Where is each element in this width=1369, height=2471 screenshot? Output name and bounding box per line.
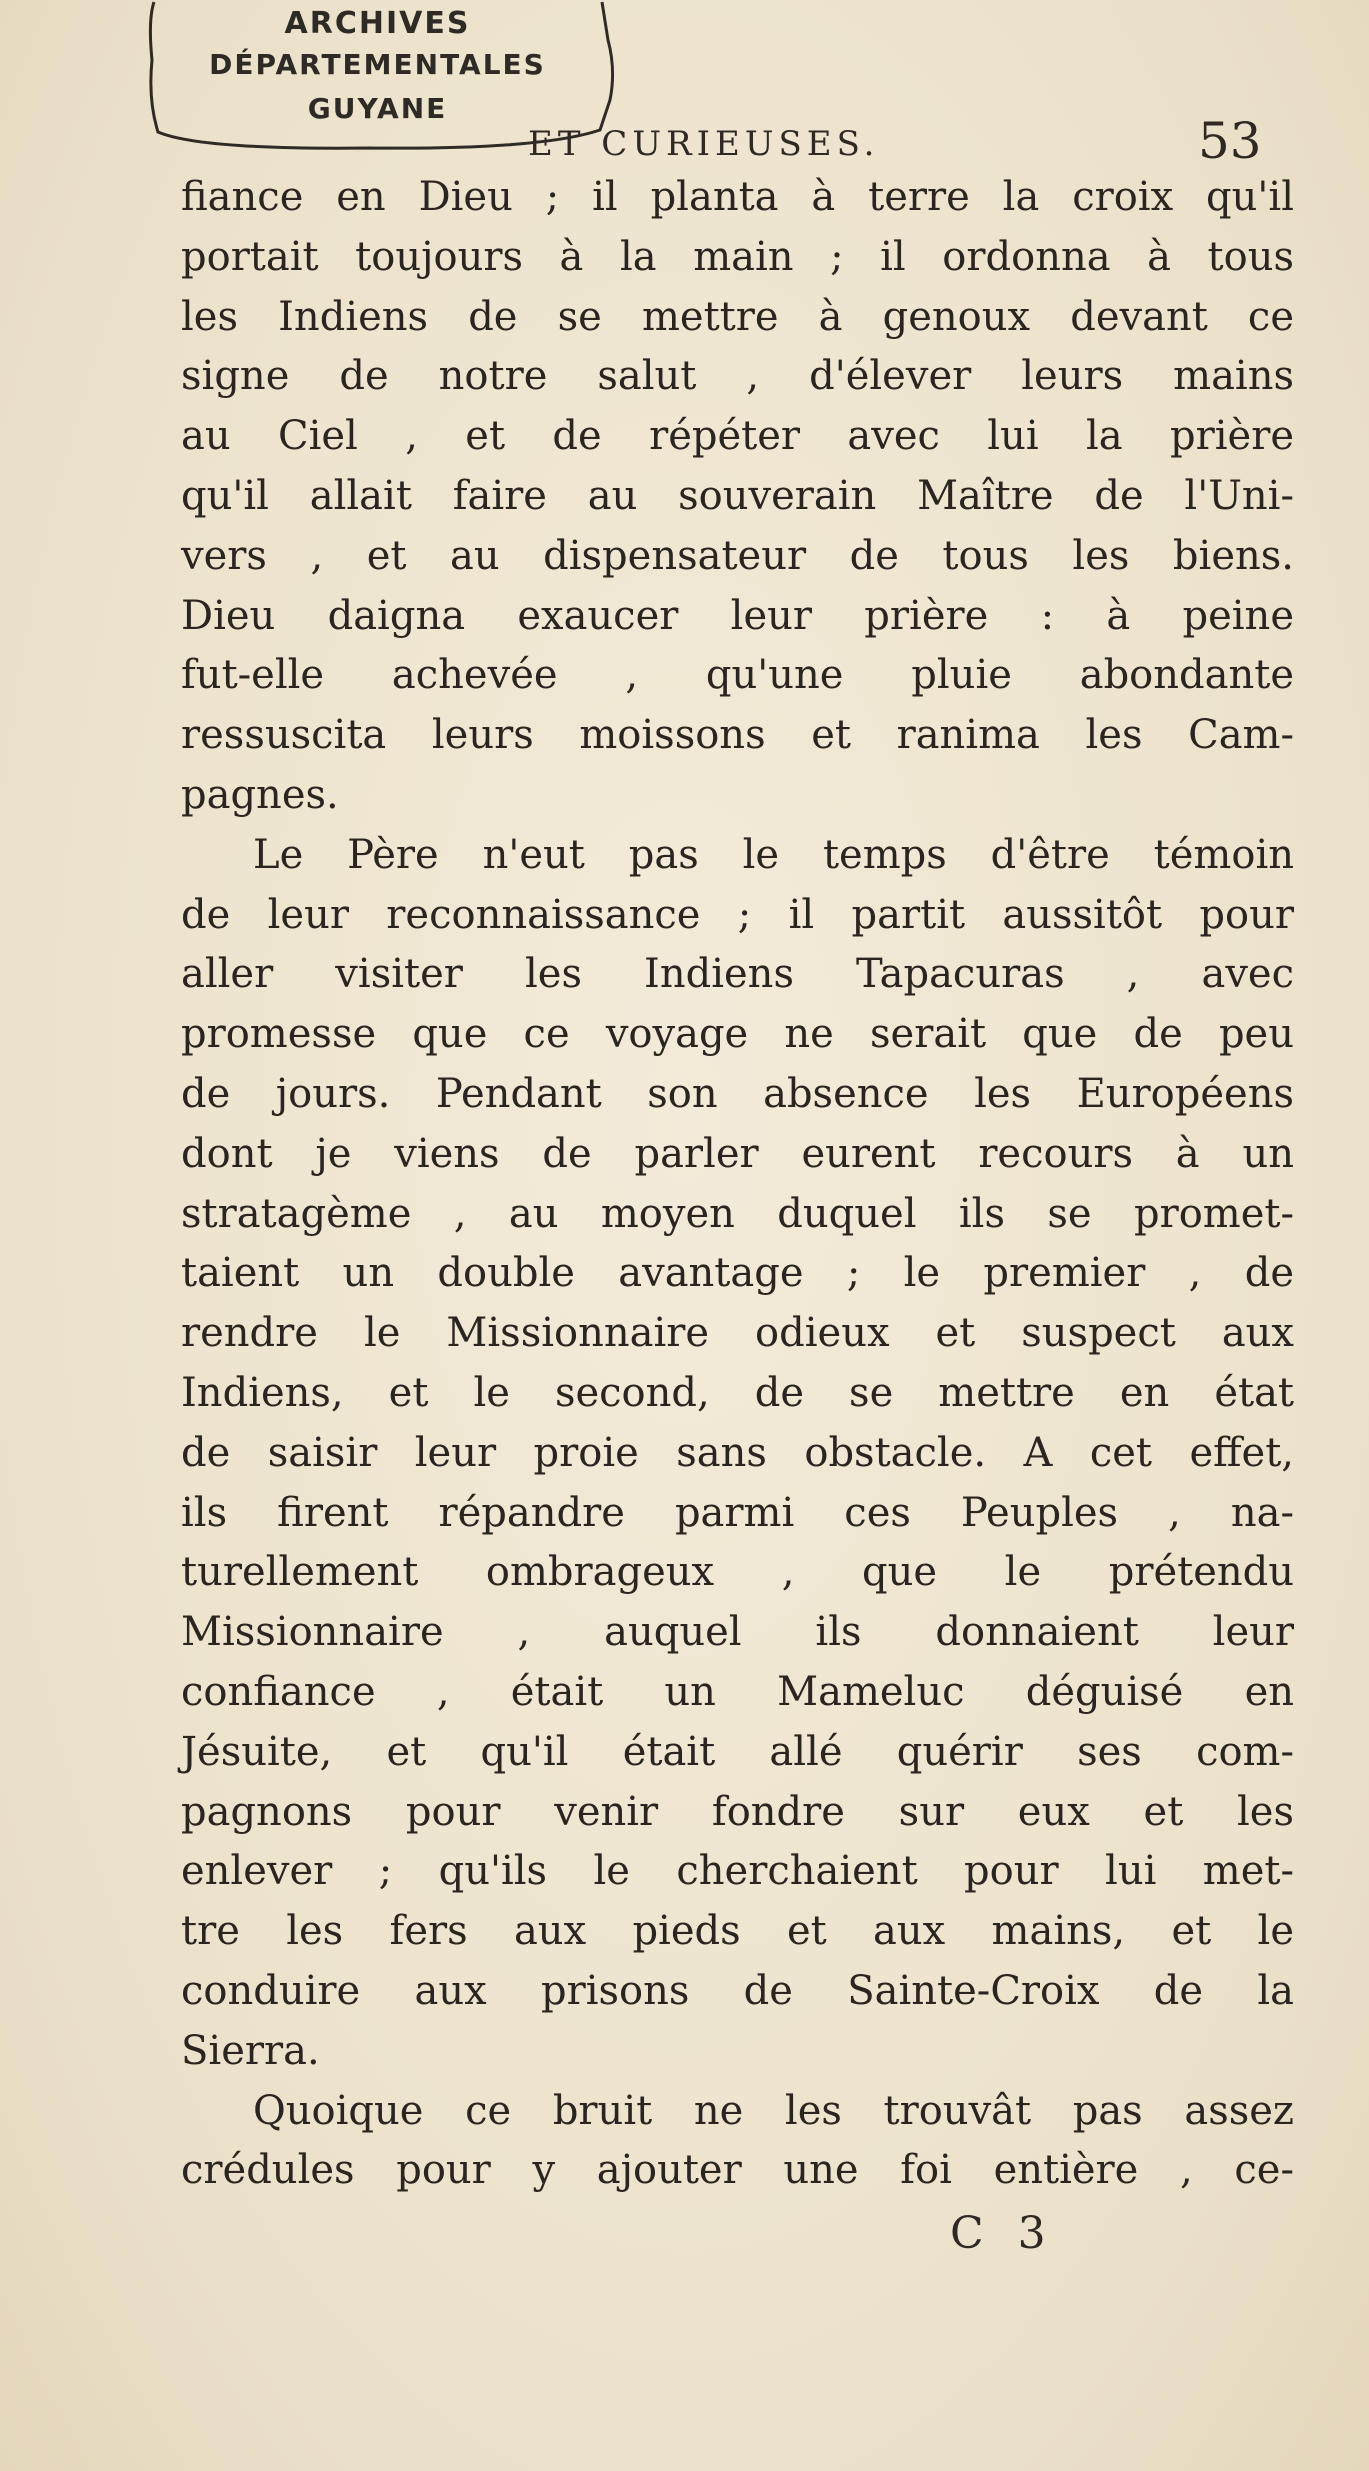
stamp-line-1: ARCHIVES — [284, 6, 471, 41]
text-line: ressuscita leurs moissons et ranima les Cam- — [181, 712, 1294, 759]
text-line: fut-elle achevée , qu'une pluie abondante — [181, 652, 1294, 699]
text-line: aller visiter les Indiens Tapacuras , avec — [181, 951, 1294, 998]
stamp-line-3: GUYANE — [307, 92, 448, 125]
text-line: ils firent répandre parmi ces Peuples , na- — [181, 1489, 1294, 1536]
text-line: vers , et au dispensateur de tous les biens. — [181, 532, 1294, 579]
text-line: de jours. Pendant son absence les Européens — [181, 1070, 1294, 1117]
text-line: qu'il allait faire au souverain Maître de l'Uni- — [181, 472, 1294, 519]
text-line: rendre le Missionnaire odieux et suspect aux — [181, 1310, 1294, 1357]
text-line: pagnons pour venir fondre sur eux et les — [181, 1788, 1294, 1835]
text-line: les Indiens de se mettre à genoux devant ce — [181, 293, 1294, 340]
text-line: de leur reconnaissance ; il partit aussitôt pour — [181, 891, 1294, 938]
text-line: portait toujours à la main ; il ordonna à tous — [181, 233, 1294, 280]
text-line: crédules pour y ajouter une foi entière , ce- — [181, 2147, 1294, 2194]
text-line: pagnes. — [181, 771, 339, 818]
signature-mark: C 3 — [950, 2208, 1056, 2259]
running-head: ET CURIEUSES. — [528, 124, 880, 164]
body-text — [181, 168, 1294, 2201]
page-number: 53 — [1198, 112, 1262, 170]
text-line: Jésuite, et qu'il était allé quérir ses com- — [181, 1728, 1294, 1775]
text-line: au Ciel , et de répéter avec lui la prière — [181, 413, 1294, 460]
text-line: Sierra. — [181, 2027, 320, 2074]
text-line: taient un double avantage ; le premier , de — [181, 1250, 1294, 1297]
text-line: enlever ; qu'ils le cherchaient pour lui met- — [181, 1848, 1294, 1895]
text-line: tre les fers aux pieds et aux mains, et le — [181, 1908, 1294, 1955]
stamp-line-2: DÉPARTEMENTALES — [209, 48, 546, 81]
text-line: Le Père n'eut pas le temps d'être témoin — [253, 831, 1294, 878]
text-line: fiance en Dieu ; il planta à terre la croix qu'il — [181, 174, 1294, 220]
text-line: turellement ombrageux , que le prétendu — [181, 1549, 1294, 1596]
text-line: conduire aux prisons de Sainte-Croix de la — [181, 1967, 1294, 2014]
text-line: Quoique ce bruit ne les trouvât pas assez — [253, 2087, 1294, 2134]
text-line: confiance , était un Mameluc déguisé en — [181, 1668, 1294, 1715]
text-line: de saisir leur proie sans obstacle. A cet effet, — [181, 1429, 1294, 1476]
text-line: stratagème , au moyen duquel ils se promet- — [181, 1190, 1294, 1237]
text-line: promesse que ce voyage ne serait que de peu — [181, 1011, 1294, 1058]
text-line: dont je viens de parler eurent recours à un — [181, 1130, 1294, 1177]
text-line: signe de notre salut , d'élever leurs mains — [181, 353, 1294, 400]
text-line: Indiens, et le second, de se mettre en état — [181, 1369, 1294, 1416]
text-line: Missionnaire , auquel ils donnaient leur — [181, 1609, 1294, 1656]
text-line: Dieu daigna exaucer leur prière : à peine — [181, 592, 1294, 639]
